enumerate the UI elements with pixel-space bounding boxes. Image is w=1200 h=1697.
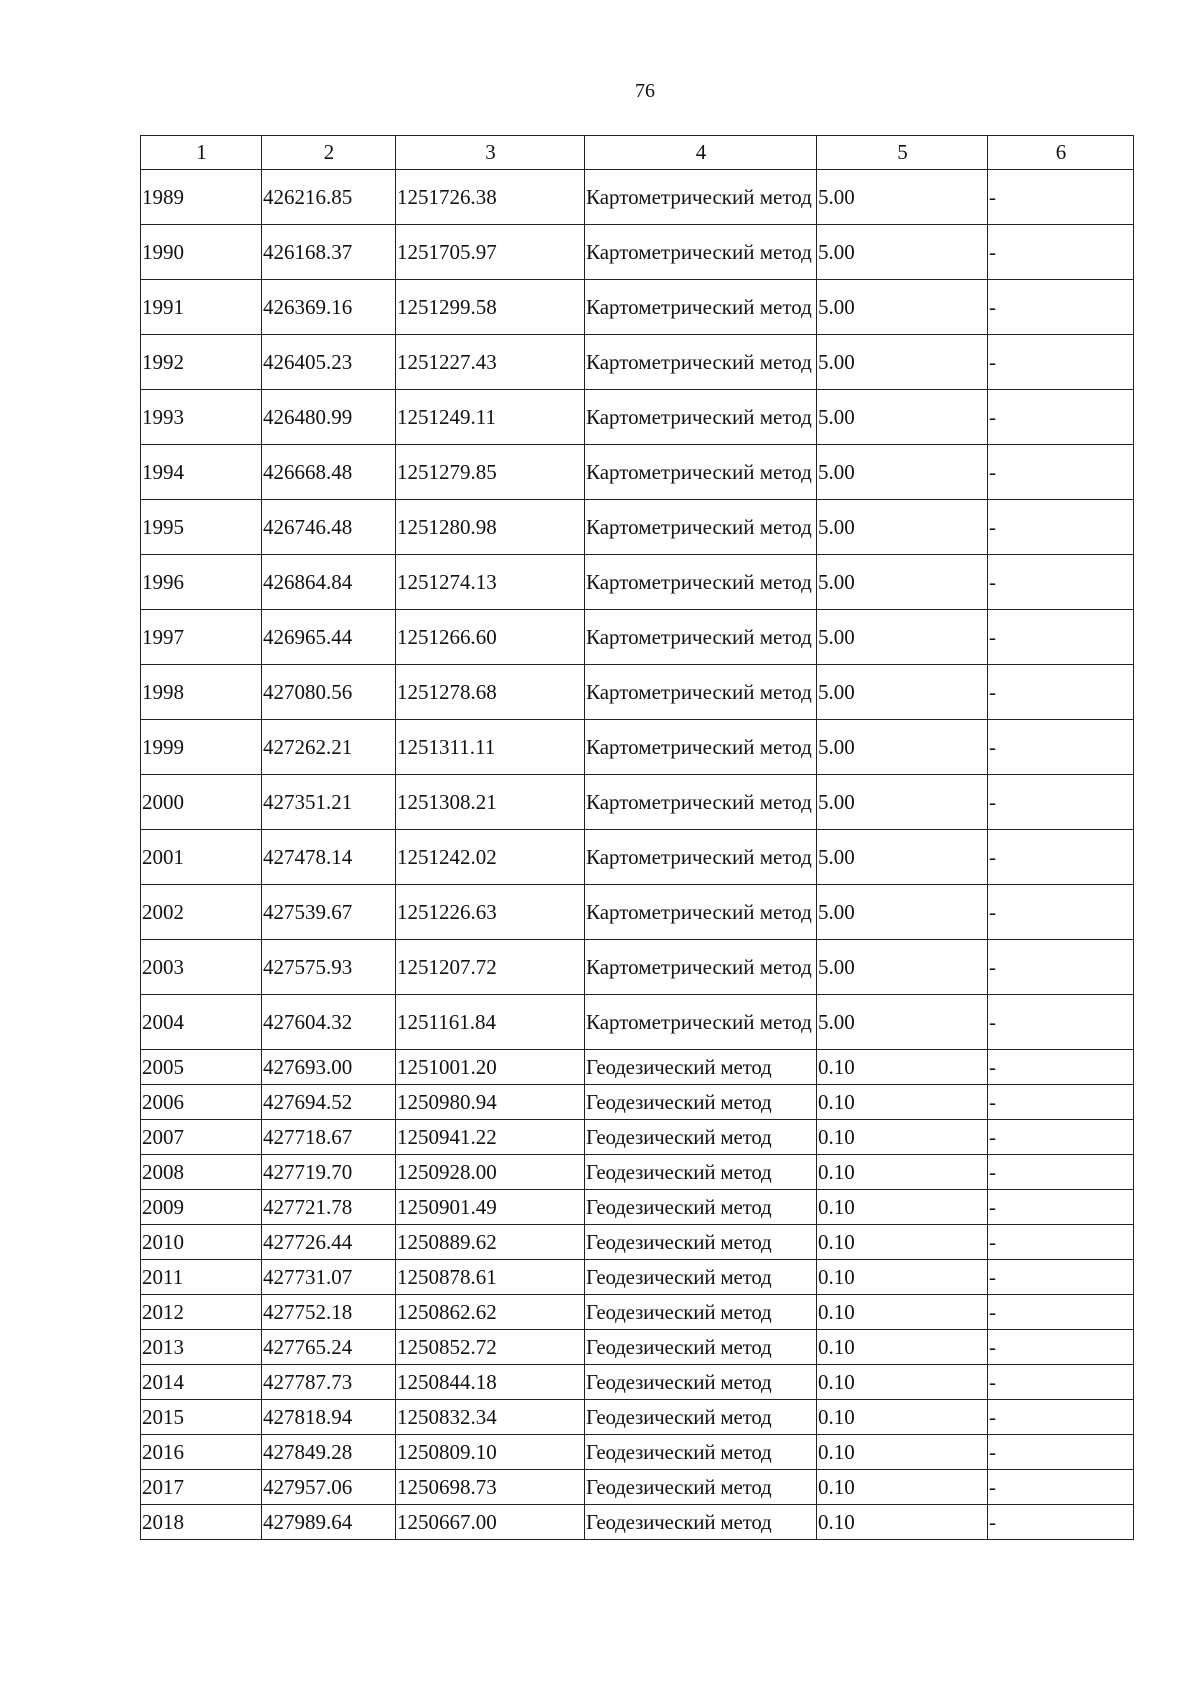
x-coordinate-cell: 427721.78 bbox=[262, 1190, 396, 1225]
table-row bbox=[141, 1225, 1134, 1260]
y-coordinate-cell: 1250852.72 bbox=[396, 1330, 585, 1365]
column-header: 5 bbox=[817, 136, 988, 170]
method-cell: Картометрический метод bbox=[585, 720, 817, 775]
point-number-cell: 2015 bbox=[141, 1400, 262, 1435]
x-coordinate-cell: 427080.56 bbox=[262, 665, 396, 720]
point-number-cell: 2011 bbox=[141, 1260, 262, 1295]
note-cell: - bbox=[988, 940, 1134, 995]
point-number-cell: 1993 bbox=[141, 390, 262, 445]
accuracy-cell: 0.10 bbox=[817, 1120, 988, 1155]
x-coordinate-cell: 427478.14 bbox=[262, 830, 396, 885]
method-cell: Геодезический метод bbox=[585, 1435, 817, 1470]
method-cell: Картометрический метод bbox=[585, 940, 817, 995]
table-row bbox=[141, 885, 1134, 940]
note-cell: - bbox=[988, 1400, 1134, 1435]
note-cell: - bbox=[988, 500, 1134, 555]
method-cell: Геодезический метод bbox=[585, 1260, 817, 1295]
method-cell: Геодезический метод bbox=[585, 1470, 817, 1505]
y-coordinate-cell: 1250698.73 bbox=[396, 1470, 585, 1505]
point-number-cell: 2017 bbox=[141, 1470, 262, 1505]
table-row bbox=[141, 1295, 1134, 1330]
note-cell: - bbox=[988, 720, 1134, 775]
accuracy-cell: 5.00 bbox=[817, 720, 988, 775]
note-cell: - bbox=[988, 445, 1134, 500]
y-coordinate-cell: 1250980.94 bbox=[396, 1085, 585, 1120]
method-cell: Картометрический метод bbox=[585, 830, 817, 885]
accuracy-cell: 5.00 bbox=[817, 610, 988, 665]
point-number-cell: 2002 bbox=[141, 885, 262, 940]
x-coordinate-cell: 427752.18 bbox=[262, 1295, 396, 1330]
y-coordinate-cell: 1251705.97 bbox=[396, 225, 585, 280]
note-cell: - bbox=[988, 1225, 1134, 1260]
table-row bbox=[141, 610, 1134, 665]
x-coordinate-cell: 426369.16 bbox=[262, 280, 396, 335]
y-coordinate-cell: 1250862.62 bbox=[396, 1295, 585, 1330]
accuracy-cell: 5.00 bbox=[817, 885, 988, 940]
x-coordinate-cell: 427765.24 bbox=[262, 1330, 396, 1365]
table-row bbox=[141, 500, 1134, 555]
x-coordinate-cell: 427539.67 bbox=[262, 885, 396, 940]
note-cell: - bbox=[988, 830, 1134, 885]
note-cell: - bbox=[988, 775, 1134, 830]
method-cell: Картометрический метод bbox=[585, 775, 817, 830]
table-body bbox=[141, 170, 1134, 1540]
y-coordinate-cell: 1250832.34 bbox=[396, 1400, 585, 1435]
method-cell: Геодезический метод bbox=[585, 1505, 817, 1540]
table-row bbox=[141, 1190, 1134, 1225]
point-number-cell: 2012 bbox=[141, 1295, 262, 1330]
table-row bbox=[141, 1155, 1134, 1190]
point-number-cell: 2010 bbox=[141, 1225, 262, 1260]
y-coordinate-cell: 1251274.13 bbox=[396, 555, 585, 610]
point-number-cell: 2005 bbox=[141, 1050, 262, 1085]
table-row bbox=[141, 1050, 1134, 1085]
note-cell: - bbox=[988, 1260, 1134, 1295]
method-cell: Геодезический метод bbox=[585, 1120, 817, 1155]
accuracy-cell: 0.10 bbox=[817, 1505, 988, 1540]
column-header: 1 bbox=[141, 136, 262, 170]
note-cell: - bbox=[988, 610, 1134, 665]
y-coordinate-cell: 1251311.11 bbox=[396, 720, 585, 775]
accuracy-cell: 0.10 bbox=[817, 1295, 988, 1330]
point-number-cell: 1991 bbox=[141, 280, 262, 335]
x-coordinate-cell: 427351.21 bbox=[262, 775, 396, 830]
point-number-cell: 1995 bbox=[141, 500, 262, 555]
y-coordinate-cell: 1251161.84 bbox=[396, 995, 585, 1050]
method-cell: Картометрический метод bbox=[585, 555, 817, 610]
table-row bbox=[141, 1505, 1134, 1540]
table-row bbox=[141, 280, 1134, 335]
accuracy-cell: 5.00 bbox=[817, 170, 988, 225]
note-cell: - bbox=[988, 1050, 1134, 1085]
point-number-cell: 1989 bbox=[141, 170, 262, 225]
column-header: 3 bbox=[396, 136, 585, 170]
accuracy-cell: 5.00 bbox=[817, 390, 988, 445]
x-coordinate-cell: 427731.07 bbox=[262, 1260, 396, 1295]
method-cell: Геодезический метод bbox=[585, 1190, 817, 1225]
y-coordinate-cell: 1251207.72 bbox=[396, 940, 585, 995]
point-number-cell: 2000 bbox=[141, 775, 262, 830]
y-coordinate-cell: 1251001.20 bbox=[396, 1050, 585, 1085]
x-coordinate-cell: 426480.99 bbox=[262, 390, 396, 445]
accuracy-cell: 0.10 bbox=[817, 1400, 988, 1435]
accuracy-cell: 5.00 bbox=[817, 940, 988, 995]
method-cell: Геодезический метод bbox=[585, 1365, 817, 1400]
note-cell: - bbox=[988, 1155, 1134, 1190]
y-coordinate-cell: 1251242.02 bbox=[396, 830, 585, 885]
table-row bbox=[141, 665, 1134, 720]
point-number-cell: 2016 bbox=[141, 1435, 262, 1470]
accuracy-cell: 0.10 bbox=[817, 1085, 988, 1120]
note-cell: - bbox=[988, 280, 1134, 335]
note-cell: - bbox=[988, 1085, 1134, 1120]
method-cell: Картометрический метод bbox=[585, 225, 817, 280]
point-number-cell: 2014 bbox=[141, 1365, 262, 1400]
table-row bbox=[141, 940, 1134, 995]
note-cell: - bbox=[988, 1505, 1134, 1540]
accuracy-cell: 0.10 bbox=[817, 1155, 988, 1190]
method-cell: Картометрический метод bbox=[585, 995, 817, 1050]
point-number-cell: 2013 bbox=[141, 1330, 262, 1365]
y-coordinate-cell: 1250667.00 bbox=[396, 1505, 585, 1540]
y-coordinate-cell: 1251226.63 bbox=[396, 885, 585, 940]
x-coordinate-cell: 426746.48 bbox=[262, 500, 396, 555]
note-cell: - bbox=[988, 885, 1134, 940]
method-cell: Картометрический метод bbox=[585, 170, 817, 225]
y-coordinate-cell: 1250878.61 bbox=[396, 1260, 585, 1295]
note-cell: - bbox=[988, 555, 1134, 610]
x-coordinate-cell: 427604.32 bbox=[262, 995, 396, 1050]
y-coordinate-cell: 1251278.68 bbox=[396, 665, 585, 720]
y-coordinate-cell: 1251227.43 bbox=[396, 335, 585, 390]
y-coordinate-cell: 1250844.18 bbox=[396, 1365, 585, 1400]
y-coordinate-cell: 1250941.22 bbox=[396, 1120, 585, 1155]
y-coordinate-cell: 1251308.21 bbox=[396, 775, 585, 830]
table-row bbox=[141, 445, 1134, 500]
note-cell: - bbox=[988, 1435, 1134, 1470]
column-header: 6 bbox=[988, 136, 1134, 170]
table-row bbox=[141, 1085, 1134, 1120]
method-cell: Геодезический метод bbox=[585, 1155, 817, 1190]
method-cell: Картометрический метод bbox=[585, 390, 817, 445]
point-number-cell: 1992 bbox=[141, 335, 262, 390]
accuracy-cell: 0.10 bbox=[817, 1190, 988, 1225]
method-cell: Геодезический метод bbox=[585, 1400, 817, 1435]
y-coordinate-cell: 1251726.38 bbox=[396, 170, 585, 225]
note-cell: - bbox=[988, 390, 1134, 445]
accuracy-cell: 5.00 bbox=[817, 335, 988, 390]
coordinates-table bbox=[140, 135, 1134, 1540]
y-coordinate-cell: 1251249.11 bbox=[396, 390, 585, 445]
point-number-cell: 2004 bbox=[141, 995, 262, 1050]
accuracy-cell: 5.00 bbox=[817, 555, 988, 610]
table-row bbox=[141, 775, 1134, 830]
table-row bbox=[141, 335, 1134, 390]
note-cell: - bbox=[988, 1330, 1134, 1365]
y-coordinate-cell: 1251279.85 bbox=[396, 445, 585, 500]
method-cell: Картометрический метод bbox=[585, 885, 817, 940]
y-coordinate-cell: 1250901.49 bbox=[396, 1190, 585, 1225]
table-row bbox=[141, 1435, 1134, 1470]
point-number-cell: 2018 bbox=[141, 1505, 262, 1540]
accuracy-cell: 5.00 bbox=[817, 445, 988, 500]
accuracy-cell: 0.10 bbox=[817, 1225, 988, 1260]
method-cell: Геодезический метод bbox=[585, 1330, 817, 1365]
note-cell: - bbox=[988, 170, 1134, 225]
method-cell: Картометрический метод bbox=[585, 500, 817, 555]
note-cell: - bbox=[988, 1470, 1134, 1505]
table-row bbox=[141, 830, 1134, 885]
x-coordinate-cell: 427787.73 bbox=[262, 1365, 396, 1400]
y-coordinate-cell: 1251266.60 bbox=[396, 610, 585, 665]
x-coordinate-cell: 427575.93 bbox=[262, 940, 396, 995]
y-coordinate-cell: 1250809.10 bbox=[396, 1435, 585, 1470]
page-number: 76 bbox=[635, 80, 655, 102]
method-cell: Картометрический метод bbox=[585, 335, 817, 390]
accuracy-cell: 5.00 bbox=[817, 775, 988, 830]
column-header: 2 bbox=[262, 136, 396, 170]
table-header-row bbox=[141, 136, 1134, 170]
x-coordinate-cell: 427262.21 bbox=[262, 720, 396, 775]
accuracy-cell: 0.10 bbox=[817, 1260, 988, 1295]
table-row bbox=[141, 1400, 1134, 1435]
x-coordinate-cell: 427989.64 bbox=[262, 1505, 396, 1540]
x-coordinate-cell: 427719.70 bbox=[262, 1155, 396, 1190]
note-cell: - bbox=[988, 665, 1134, 720]
table-row bbox=[141, 720, 1134, 775]
point-number-cell: 2008 bbox=[141, 1155, 262, 1190]
point-number-cell: 1998 bbox=[141, 665, 262, 720]
accuracy-cell: 5.00 bbox=[817, 665, 988, 720]
x-coordinate-cell: 426168.37 bbox=[262, 225, 396, 280]
note-cell: - bbox=[988, 1120, 1134, 1155]
table-row bbox=[141, 995, 1134, 1050]
method-cell: Геодезический метод bbox=[585, 1085, 817, 1120]
x-coordinate-cell: 427957.06 bbox=[262, 1470, 396, 1505]
method-cell: Картометрический метод bbox=[585, 445, 817, 500]
x-coordinate-cell: 427849.28 bbox=[262, 1435, 396, 1470]
note-cell: - bbox=[988, 335, 1134, 390]
accuracy-cell: 5.00 bbox=[817, 830, 988, 885]
x-coordinate-cell: 427694.52 bbox=[262, 1085, 396, 1120]
table-row bbox=[141, 555, 1134, 610]
y-coordinate-cell: 1250928.00 bbox=[396, 1155, 585, 1190]
point-number-cell: 1999 bbox=[141, 720, 262, 775]
x-coordinate-cell: 426405.23 bbox=[262, 335, 396, 390]
method-cell: Картометрический метод bbox=[585, 665, 817, 720]
x-coordinate-cell: 427693.00 bbox=[262, 1050, 396, 1085]
note-cell: - bbox=[988, 225, 1134, 280]
x-coordinate-cell: 426864.84 bbox=[262, 555, 396, 610]
point-number-cell: 2006 bbox=[141, 1085, 262, 1120]
x-coordinate-cell: 427726.44 bbox=[262, 1225, 396, 1260]
y-coordinate-cell: 1251280.98 bbox=[396, 500, 585, 555]
accuracy-cell: 0.10 bbox=[817, 1470, 988, 1505]
table-row bbox=[141, 1260, 1134, 1295]
x-coordinate-cell: 427718.67 bbox=[262, 1120, 396, 1155]
method-cell: Картометрический метод bbox=[585, 280, 817, 335]
table-row bbox=[141, 225, 1134, 280]
note-cell: - bbox=[988, 995, 1134, 1050]
accuracy-cell: 0.10 bbox=[817, 1365, 988, 1400]
table-row bbox=[141, 1365, 1134, 1400]
table-row bbox=[141, 390, 1134, 445]
x-coordinate-cell: 427818.94 bbox=[262, 1400, 396, 1435]
note-cell: - bbox=[988, 1190, 1134, 1225]
point-number-cell: 1990 bbox=[141, 225, 262, 280]
accuracy-cell: 5.00 bbox=[817, 280, 988, 335]
table-row bbox=[141, 1470, 1134, 1505]
method-cell: Картометрический метод bbox=[585, 610, 817, 665]
note-cell: - bbox=[988, 1295, 1134, 1330]
note-cell: - bbox=[988, 1365, 1134, 1400]
column-header: 4 bbox=[585, 136, 817, 170]
point-number-cell: 2009 bbox=[141, 1190, 262, 1225]
point-number-cell: 1996 bbox=[141, 555, 262, 610]
method-cell: Геодезический метод bbox=[585, 1050, 817, 1085]
accuracy-cell: 5.00 bbox=[817, 225, 988, 280]
point-number-cell: 1994 bbox=[141, 445, 262, 500]
table-row bbox=[141, 170, 1134, 225]
accuracy-cell: 0.10 bbox=[817, 1330, 988, 1365]
table-row bbox=[141, 1330, 1134, 1365]
y-coordinate-cell: 1250889.62 bbox=[396, 1225, 585, 1260]
x-coordinate-cell: 426668.48 bbox=[262, 445, 396, 500]
point-number-cell: 1997 bbox=[141, 610, 262, 665]
point-number-cell: 2003 bbox=[141, 940, 262, 995]
accuracy-cell: 0.10 bbox=[817, 1435, 988, 1470]
x-coordinate-cell: 426965.44 bbox=[262, 610, 396, 665]
method-cell: Геодезический метод bbox=[585, 1225, 817, 1260]
accuracy-cell: 5.00 bbox=[817, 500, 988, 555]
point-number-cell: 2007 bbox=[141, 1120, 262, 1155]
method-cell: Геодезический метод bbox=[585, 1295, 817, 1330]
table-row bbox=[141, 1120, 1134, 1155]
x-coordinate-cell: 426216.85 bbox=[262, 170, 396, 225]
point-number-cell: 2001 bbox=[141, 830, 262, 885]
accuracy-cell: 5.00 bbox=[817, 995, 988, 1050]
y-coordinate-cell: 1251299.58 bbox=[396, 280, 585, 335]
accuracy-cell: 0.10 bbox=[817, 1050, 988, 1085]
